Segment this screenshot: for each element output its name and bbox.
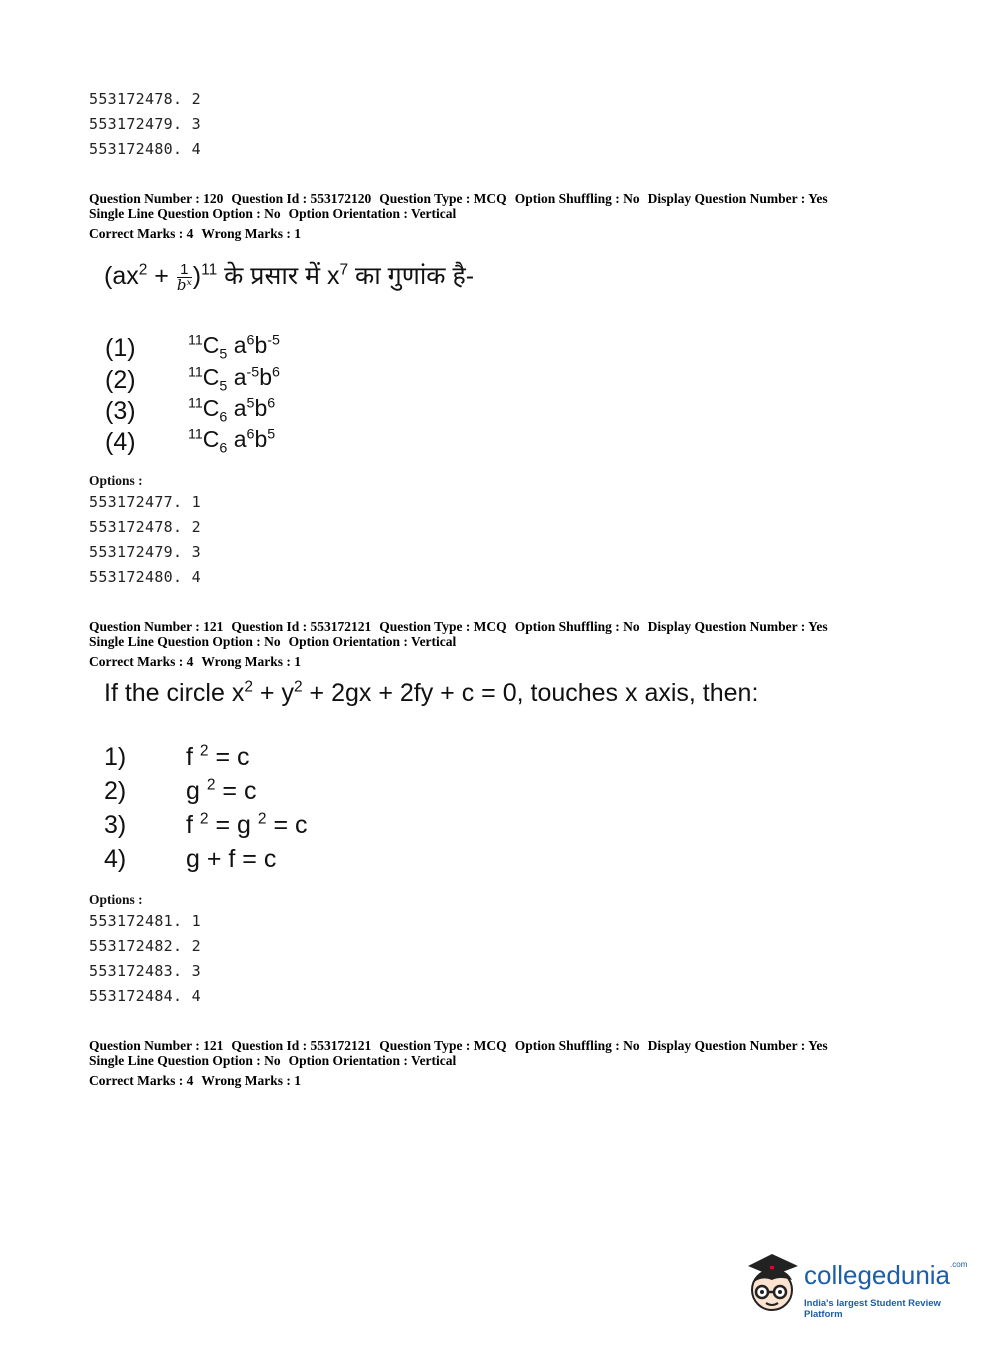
option-line: 553172479. 3 xyxy=(89,543,201,561)
logo-tagline: India's largest Student Review Platform xyxy=(804,1298,941,1320)
choice-text: f $^2$ = c xyxy=(186,742,250,771)
q121-meta-line2: Single Line Question Option : No Option Orientation : Vertical xyxy=(89,634,457,649)
choice-number: (4) xyxy=(105,428,136,456)
choice-number: 3) xyxy=(104,811,127,839)
choice-number: 2) xyxy=(104,777,127,805)
choice-number: (2) xyxy=(105,366,136,394)
choice-number: (3) xyxy=(105,397,136,425)
choice-text: $^{11}C_6$ $a^6b^5$ xyxy=(188,426,276,457)
logo-wordmark: collegedunia$^{.com}$ xyxy=(804,1260,968,1290)
option-line: 553172479. 3 xyxy=(89,115,201,133)
q121-meta-line3: Correct Marks : 4 Wrong Marks : 1 xyxy=(89,654,301,669)
mascot-icon xyxy=(742,1250,804,1320)
q120-question-text: ($ax^2$ + $\frac{1}{\text{bˣ}}$ )$^{11}$ के प्रसार में $x^7$ का गुणांक है- xyxy=(104,260,475,294)
q120-options xyxy=(89,490,201,590)
option-line: 553172477. 1 xyxy=(89,493,201,511)
q120-meta-line2: Single Line Question Option : No Option Orientation : Vertical xyxy=(89,206,457,221)
options-label: Options : xyxy=(89,473,143,488)
choice-number: 1) xyxy=(104,743,127,771)
q120-meta-line3: Correct Marks : 4 Wrong Marks : 1 xyxy=(89,226,301,241)
option-line: 553172478. 2 xyxy=(89,90,201,108)
option-line: 553172480. 4 xyxy=(89,568,201,586)
option-line: 553172483. 3 xyxy=(89,962,201,980)
option-line: 553172482. 2 xyxy=(89,937,201,955)
q120-meta-line1: Question Number : 120 Question Id : 553172120 Question Type : MCQ Option Shuffling : No Display Question Number : Yes xyxy=(89,191,828,206)
option-line: 553172484. 4 xyxy=(89,987,201,1005)
q121b-meta-line2: Single Line Question Option : No Option Orientation : Vertical xyxy=(89,1053,457,1068)
choice-text: f $^2$ = g $^2$ = c xyxy=(186,810,308,839)
option-line: 553172480. 4 xyxy=(89,140,201,158)
option-line: 553172478. 2 xyxy=(89,518,201,536)
choice-text: $^{11}C_5$ $a^{-5}b^6$ xyxy=(188,364,280,395)
choice-number: (1) xyxy=(105,334,136,362)
choice-text: $^{11}C_5$ $a^6b^{-5}$ xyxy=(188,332,280,363)
collegedunia-logo xyxy=(742,1250,972,1320)
prev-options xyxy=(89,87,201,162)
q121-meta-line1: Question Number : 121 Question Id : 553172121 Question Type : MCQ Option Shuffling : No Display Question Number : Yes xyxy=(89,619,828,634)
options-label: Options : xyxy=(89,892,143,907)
choice-text: $^{11}C_6$ $a^5b^6$ xyxy=(188,395,276,426)
q121-options xyxy=(89,909,201,1009)
choice-text: g $^2$ = c xyxy=(186,776,257,805)
option-line: 553172481. 1 xyxy=(89,912,201,930)
q121b-meta-line1: Question Number : 121 Question Id : 553172121 Question Type : MCQ Option Shuffling : No Display Question Number : Yes xyxy=(89,1038,828,1053)
fraction: $\frac{1}{\text{bˣ}}$ xyxy=(176,260,192,294)
q121-question-text: If the circle $x^2 + y^2 + 2gx + 2fy + c = 0$, touches x axis, then: xyxy=(104,678,759,707)
q121b-meta-line3: Correct Marks : 4 Wrong Marks : 1 xyxy=(89,1073,301,1088)
choice-text: g + f = c xyxy=(186,845,277,873)
choice-number: 4) xyxy=(104,845,127,873)
